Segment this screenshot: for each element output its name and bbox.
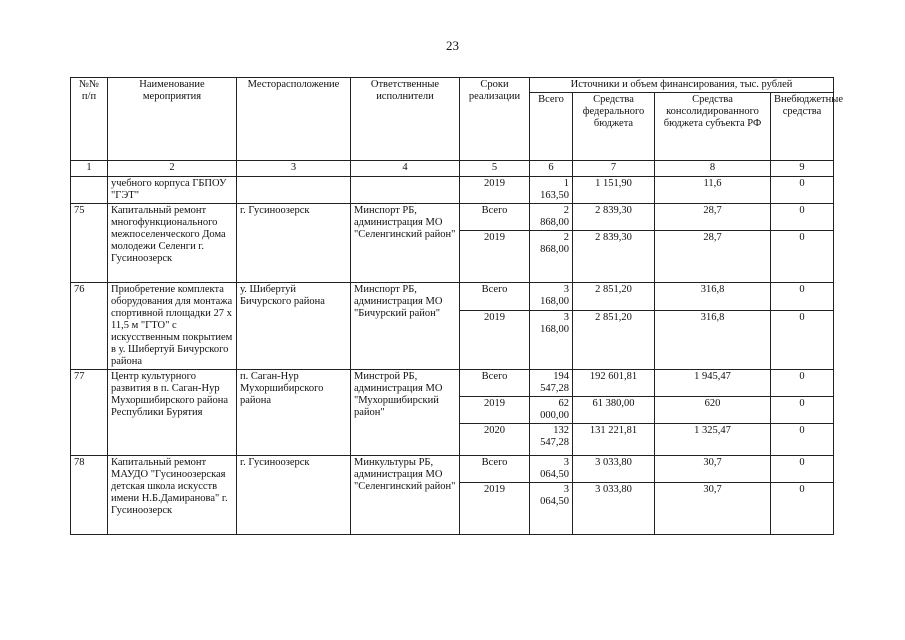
row-term: Всего bbox=[460, 456, 530, 483]
row-term: 2019 bbox=[460, 397, 530, 424]
row-consolidated: 316,8 bbox=[655, 310, 771, 369]
row-extra: 0 bbox=[771, 483, 834, 535]
row-consolidated: 30,7 bbox=[655, 456, 771, 483]
row-term: 2019 bbox=[460, 483, 530, 535]
row-federal: 2 839,30 bbox=[573, 231, 655, 283]
item-executors: Минстрой РБ, администрация МО "Мухоршибирский район" bbox=[351, 370, 460, 456]
column-number: 7 bbox=[573, 161, 655, 177]
row-term: Всего bbox=[460, 204, 530, 231]
row-extra: 0 bbox=[771, 424, 834, 456]
column-number: 1 bbox=[71, 161, 108, 177]
header-location: Месторасположение bbox=[237, 78, 351, 161]
column-number: 6 bbox=[530, 161, 573, 177]
item-executors: Минспорт РБ, администрация МО "Селенгинский район" bbox=[351, 204, 460, 283]
row-total: 1 163,50 bbox=[530, 177, 573, 204]
row-total: 62 000,00 bbox=[530, 397, 573, 424]
row-total: 2 868,00 bbox=[530, 204, 573, 231]
row-term: 2019 bbox=[460, 177, 530, 204]
financing-table bbox=[70, 77, 843, 535]
header-total: Всего bbox=[530, 93, 573, 161]
row-name: учебного корпуса ГБПОУ "ГЭТ" bbox=[108, 177, 237, 204]
row-consolidated: 28,7 bbox=[655, 204, 771, 231]
item-location: у. Шибертуй Бичурского района bbox=[237, 283, 351, 370]
item-num: 76 bbox=[71, 283, 108, 370]
table-row bbox=[71, 283, 834, 311]
table-row bbox=[71, 456, 834, 483]
item-executors: Минспорт РБ, администрация МО "Бичурский район" bbox=[351, 283, 460, 370]
row-extra: 0 bbox=[771, 370, 834, 397]
header-name: Наименование мероприятия bbox=[108, 78, 237, 161]
item-num: 77 bbox=[71, 370, 108, 456]
row-extra: 0 bbox=[771, 397, 834, 424]
row-extra: 0 bbox=[771, 177, 834, 204]
column-number: 5 bbox=[460, 161, 530, 177]
header-num: №№ п/п bbox=[71, 78, 108, 161]
row-federal: 2 851,20 bbox=[573, 310, 655, 369]
row-total: 132 547,28 bbox=[530, 424, 573, 456]
header-consolidated: Средства консолидированного бюджета субъекта РФ bbox=[655, 93, 771, 161]
item-name: Капитальный ремонт многофункционального межпоселенческого Дома молодежи Селенги г. Гусиноозерск bbox=[108, 204, 237, 283]
row-total: 194 547,28 bbox=[530, 370, 573, 397]
header-terms: Сроки реализации bbox=[460, 78, 530, 161]
row-term: Всего bbox=[460, 283, 530, 311]
item-name: Приобретение комплекта оборудования для монтажа спортивной площадки 27 х 11,5 м "ГТО" с искусственным покрытием в у. Шибертуй Бичурского района bbox=[108, 283, 237, 370]
row-location bbox=[237, 177, 351, 204]
header-extrabudget: Внебюджетные средства bbox=[771, 93, 834, 161]
row-extra: 0 bbox=[771, 204, 834, 231]
item-name: Центр культурного развития в п. Саган-Нур Мухоршибирского района Республики Бурятия bbox=[108, 370, 237, 456]
row-total: 3 168,00 bbox=[530, 283, 573, 311]
column-number: 8 bbox=[655, 161, 771, 177]
row-extra: 0 bbox=[771, 310, 834, 369]
row-extra: 0 bbox=[771, 231, 834, 283]
column-numbers-row bbox=[71, 161, 834, 177]
row-term: 2019 bbox=[460, 310, 530, 369]
row-federal: 1 151,90 bbox=[573, 177, 655, 204]
column-number: 9 bbox=[771, 161, 834, 177]
row-federal: 3 033,80 bbox=[573, 456, 655, 483]
item-location: г. Гусиноозерск bbox=[237, 204, 351, 283]
row-total: 3 064,50 bbox=[530, 483, 573, 535]
item-name: Капитальный ремонт МАУДО "Гусиноозерская детская школа искусств имени Н.Б.Дамиранова" г. Гусиноозерск bbox=[108, 456, 237, 535]
row-executors bbox=[351, 177, 460, 204]
row-consolidated: 1 945,47 bbox=[655, 370, 771, 397]
row-federal: 192 601,81 bbox=[573, 370, 655, 397]
row-consolidated: 620 bbox=[655, 397, 771, 424]
row-term: Всего bbox=[460, 370, 530, 397]
row-total: 3 168,00 bbox=[530, 310, 573, 369]
row-extra: 0 bbox=[771, 283, 834, 311]
row-extra: 0 bbox=[771, 456, 834, 483]
row-federal: 131 221,81 bbox=[573, 424, 655, 456]
row-consolidated: 30,7 bbox=[655, 483, 771, 535]
column-number: 2 bbox=[108, 161, 237, 177]
row-term: 2020 bbox=[460, 424, 530, 456]
page-number: 23 bbox=[446, 38, 459, 53]
header-federal: Средства федерального бюджета bbox=[573, 93, 655, 161]
table-row bbox=[71, 370, 834, 397]
header-executors: Ответственные исполнители bbox=[351, 78, 460, 161]
table-row bbox=[71, 204, 834, 231]
column-number: 4 bbox=[351, 161, 460, 177]
item-num: 78 bbox=[71, 456, 108, 535]
row-term: 2019 bbox=[460, 231, 530, 283]
row-consolidated: 28,7 bbox=[655, 231, 771, 283]
header-row bbox=[71, 78, 834, 93]
item-num: 75 bbox=[71, 204, 108, 283]
row-federal: 3 033,80 bbox=[573, 483, 655, 535]
row-total: 3 064,50 bbox=[530, 456, 573, 483]
column-number: 3 bbox=[237, 161, 351, 177]
continuation-row bbox=[71, 177, 834, 204]
row-federal: 2 839,30 bbox=[573, 204, 655, 231]
row-consolidated: 11,6 bbox=[655, 177, 771, 204]
row-federal: 2 851,20 bbox=[573, 283, 655, 311]
item-location: п. Саган-Нур Мухоршибирского района bbox=[237, 370, 351, 456]
item-executors: Минкультуры РБ, администрация МО "Селенгинский район" bbox=[351, 456, 460, 535]
row-federal: 61 380,00 bbox=[573, 397, 655, 424]
header-sources: Источники и объем финансирования, тыс. рублей bbox=[530, 78, 834, 93]
row-num bbox=[71, 177, 108, 204]
item-location: г. Гусиноозерск bbox=[237, 456, 351, 535]
row-total: 2 868,00 bbox=[530, 231, 573, 283]
row-consolidated: 1 325,47 bbox=[655, 424, 771, 456]
row-consolidated: 316,8 bbox=[655, 283, 771, 311]
